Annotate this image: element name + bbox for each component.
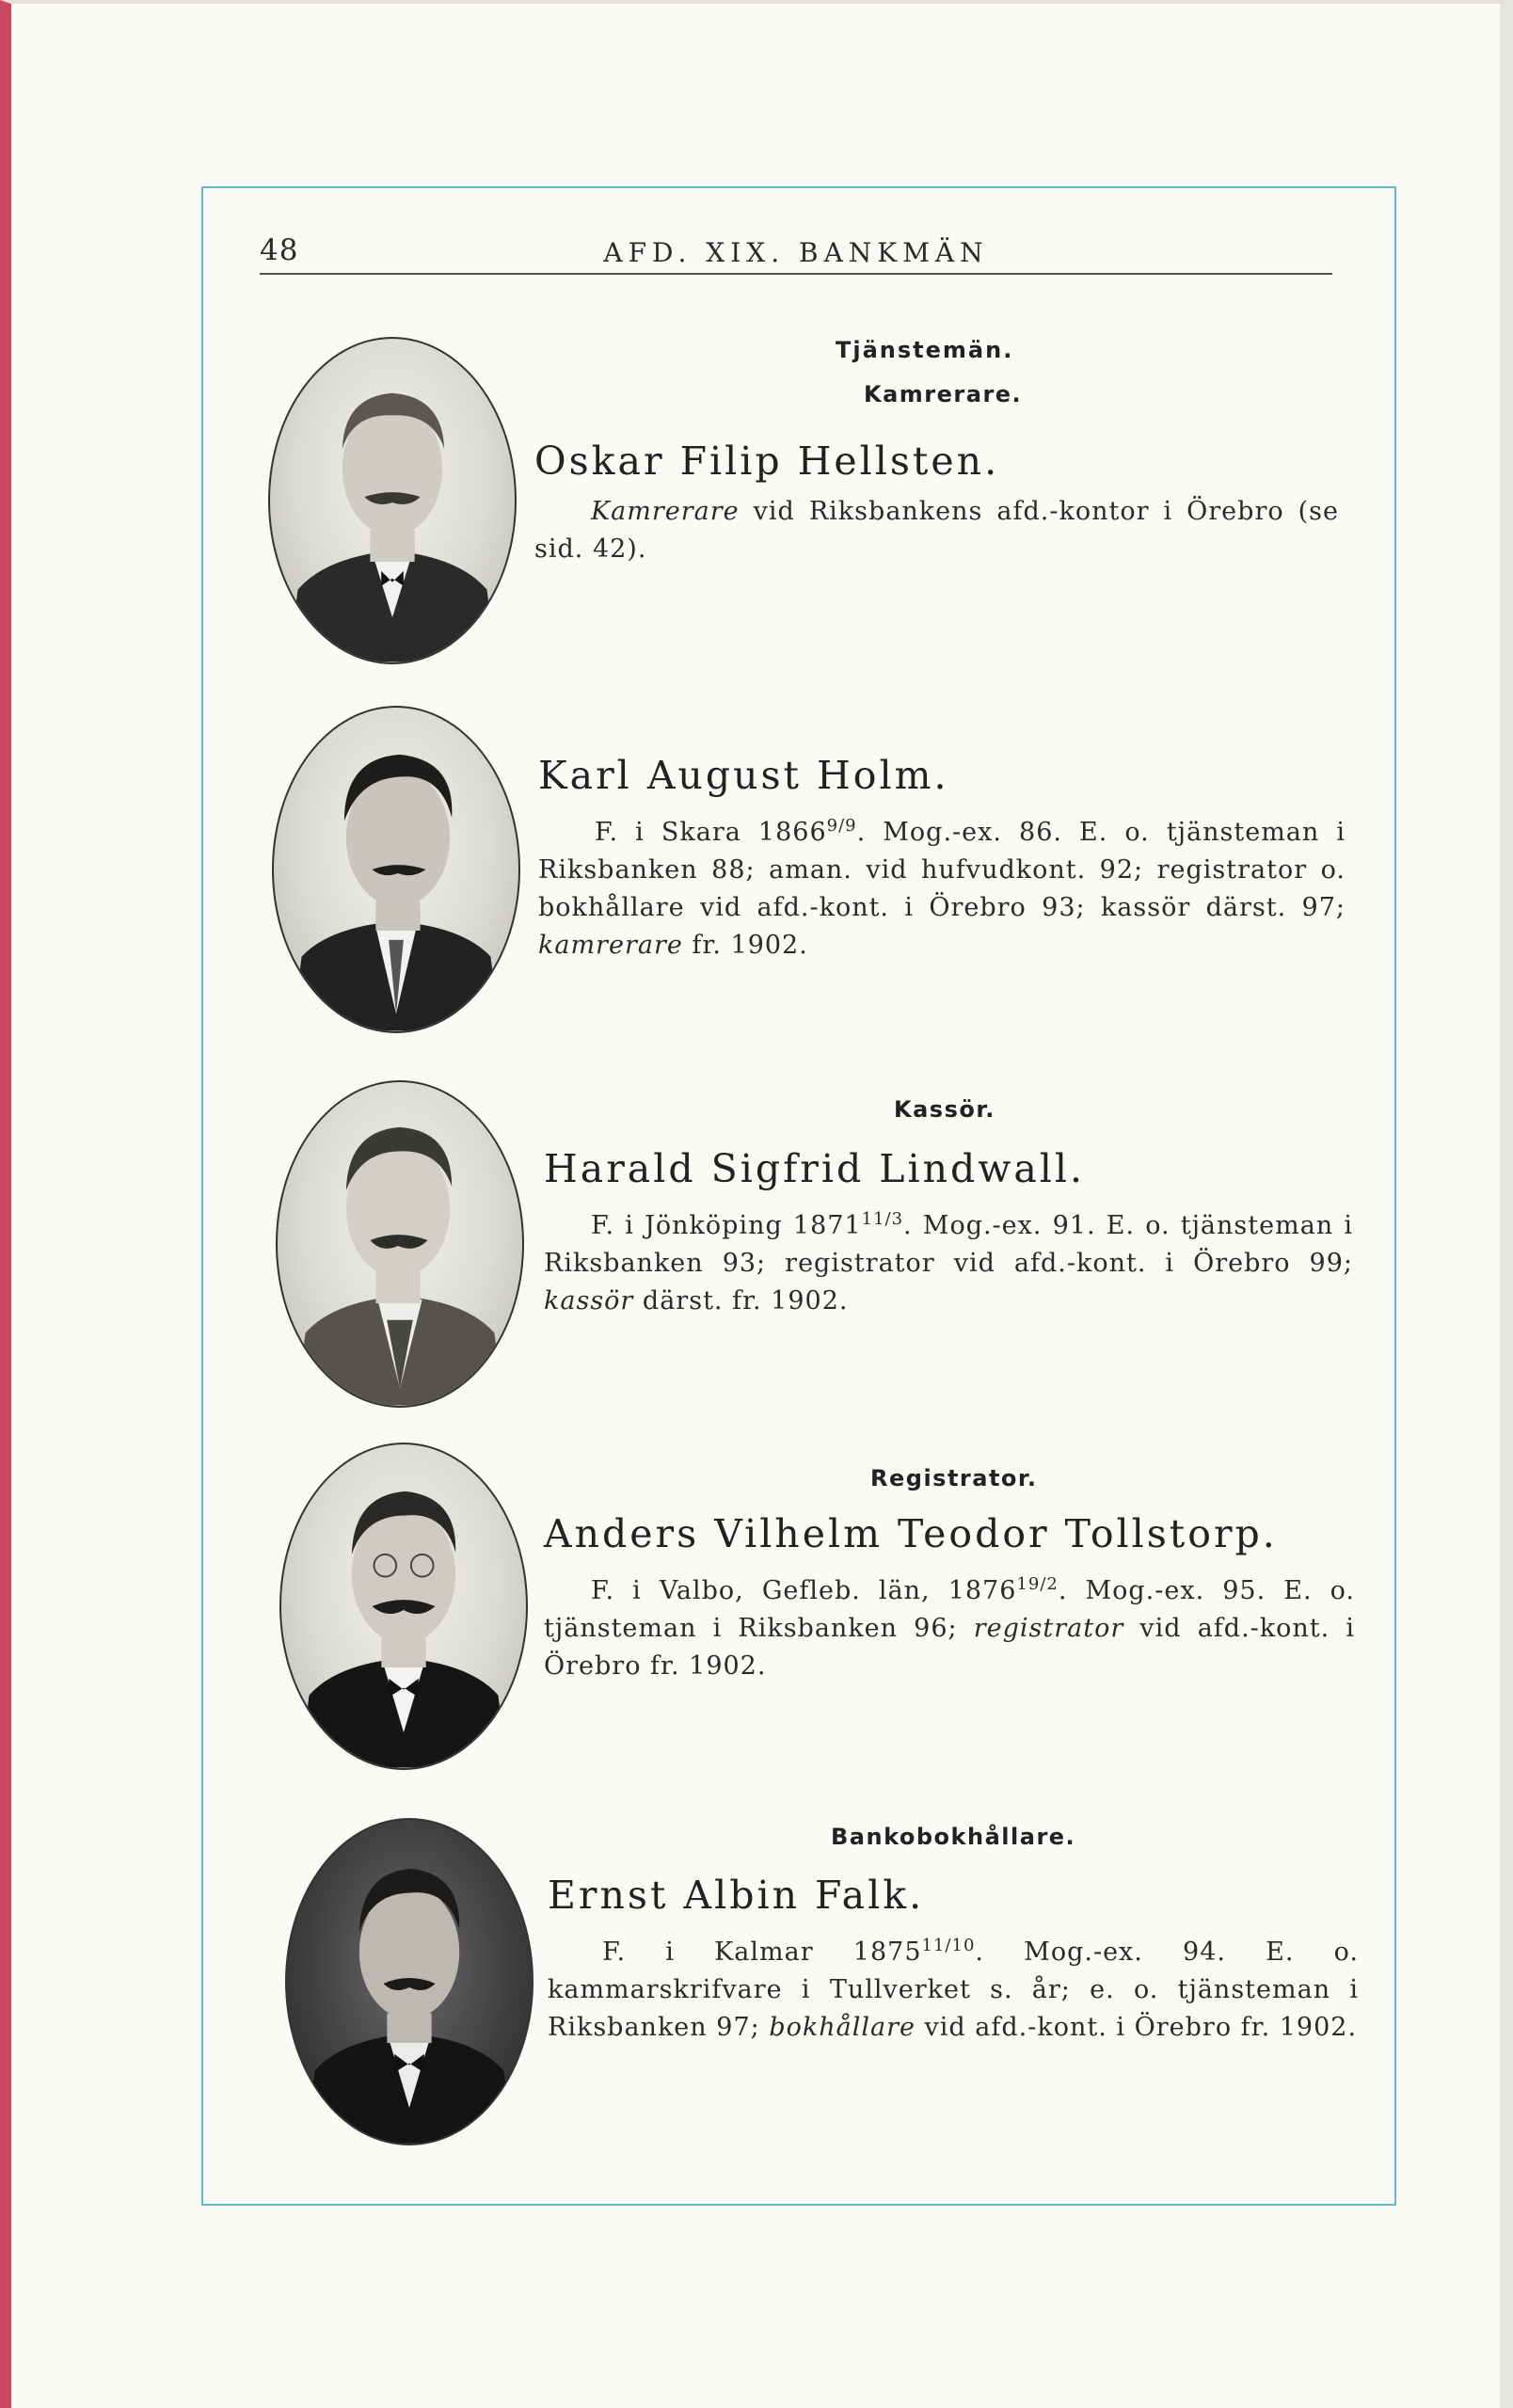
biography <box>544 1201 1353 1320</box>
person-name: Oskar Filip Hellsten. <box>534 439 1000 484</box>
person-name: Ernst Albin Falk. <box>548 1873 925 1918</box>
entry-tollstorp <box>544 1511 1355 1685</box>
section-heading-kassor: Kassör. <box>894 1096 995 1123</box>
entry-holm <box>538 753 1346 965</box>
entry-lindwall <box>544 1146 1353 1320</box>
biography <box>544 1566 1355 1685</box>
role-title: kamrerare <box>538 931 683 960</box>
biography-text: vid Riksbankens afd.-kontor i Örebro (se sid. 42). <box>534 497 1339 564</box>
biography <box>538 807 1346 965</box>
entry-falk <box>548 1873 1359 2047</box>
header-rule <box>260 273 1332 275</box>
portrait-photo-tollstorp <box>279 1443 528 1770</box>
birth-date: 19/2 <box>1016 1574 1059 1594</box>
portrait-icon <box>270 339 515 662</box>
biography-text: därst. fr. 1902. <box>633 1286 849 1316</box>
person-name: Karl August Holm. <box>538 753 949 798</box>
page-number: 48 <box>260 233 299 267</box>
section-heading-registrator: Registrator. <box>870 1465 1038 1491</box>
birth-date: 9/9 <box>826 816 857 836</box>
role-title: bokhållare <box>769 2013 916 2042</box>
biography <box>548 1927 1359 2047</box>
section-heading-bankobokhallare: Bankobokhållare. <box>831 1824 1076 1850</box>
portrait-photo-lindwall <box>276 1080 524 1408</box>
biography-text: . Mog.-ex. 94. E. o. kammarskrifvare i Tullverket s. år; e. o. tjänsteman i Riksbanken 97; <box>548 1938 1360 2042</box>
portrait-photo-holm <box>272 706 520 1033</box>
biography <box>534 493 1339 568</box>
biography-text: F. i Skara 1866 <box>595 818 827 847</box>
entry-hellsten <box>534 439 1339 568</box>
biography-text: fr. 1902. <box>682 931 808 960</box>
person-name: Harald Sigfrid Lindwall. <box>544 1146 1086 1191</box>
portrait-photo-hellsten <box>268 337 517 664</box>
birth-date: 11/3 <box>861 1209 904 1229</box>
role-title: Kamrerare <box>591 497 740 526</box>
page-header <box>260 233 1332 271</box>
person-name: Anders Vilhelm Teodor Tollstorp. <box>544 1511 1278 1556</box>
biography-text: . Mog.-ex. 91. E. o. tjänsteman i Riksbanken 93; registrator vid afd.-kont. i Örebro 99; <box>544 1211 1353 1278</box>
portrait-icon <box>274 708 518 1031</box>
biography-text: . Mog.-ex. 95. E. o. tjänsteman i Riksbanken 96; <box>544 1576 1355 1643</box>
biography-text: vid afd.-kont. i Örebro fr. 1902. <box>544 1614 1355 1681</box>
biography-text: F. i Jönköping 1871 <box>591 1211 862 1240</box>
role-title: registrator <box>973 1614 1124 1643</box>
portrait-photo-falk <box>285 1818 534 2145</box>
portrait-icon <box>287 1820 532 2144</box>
role-title: kassör <box>544 1286 634 1316</box>
biography-text: vid afd.-kont. i Örebro fr. 1902. <box>915 2013 1358 2042</box>
biography-text: F. i Kalmar 1875 <box>602 1938 922 1967</box>
section-heading-tjanstemän: Tjänstemän. <box>836 337 1014 363</box>
biography-text: . Mog.-ex. 86. E. o. tjänsteman i Riksbanken 88; aman. vid hufvudkont. 92; registrator o. bokhållare vid afd.-kont. i Örebro 93; kassör därst. 97; <box>538 818 1346 922</box>
running-head: AFD. XIX. BANKMÄN <box>603 237 989 268</box>
portrait-icon <box>281 1444 526 1768</box>
portrait-icon <box>278 1082 522 1406</box>
birth-date: 11/10 <box>921 1936 976 1955</box>
section-heading-kamrerare: Kamrerare. <box>864 381 1023 407</box>
biography-text: F. i Valbo, Gefleb. län, 1876 <box>591 1576 1017 1605</box>
